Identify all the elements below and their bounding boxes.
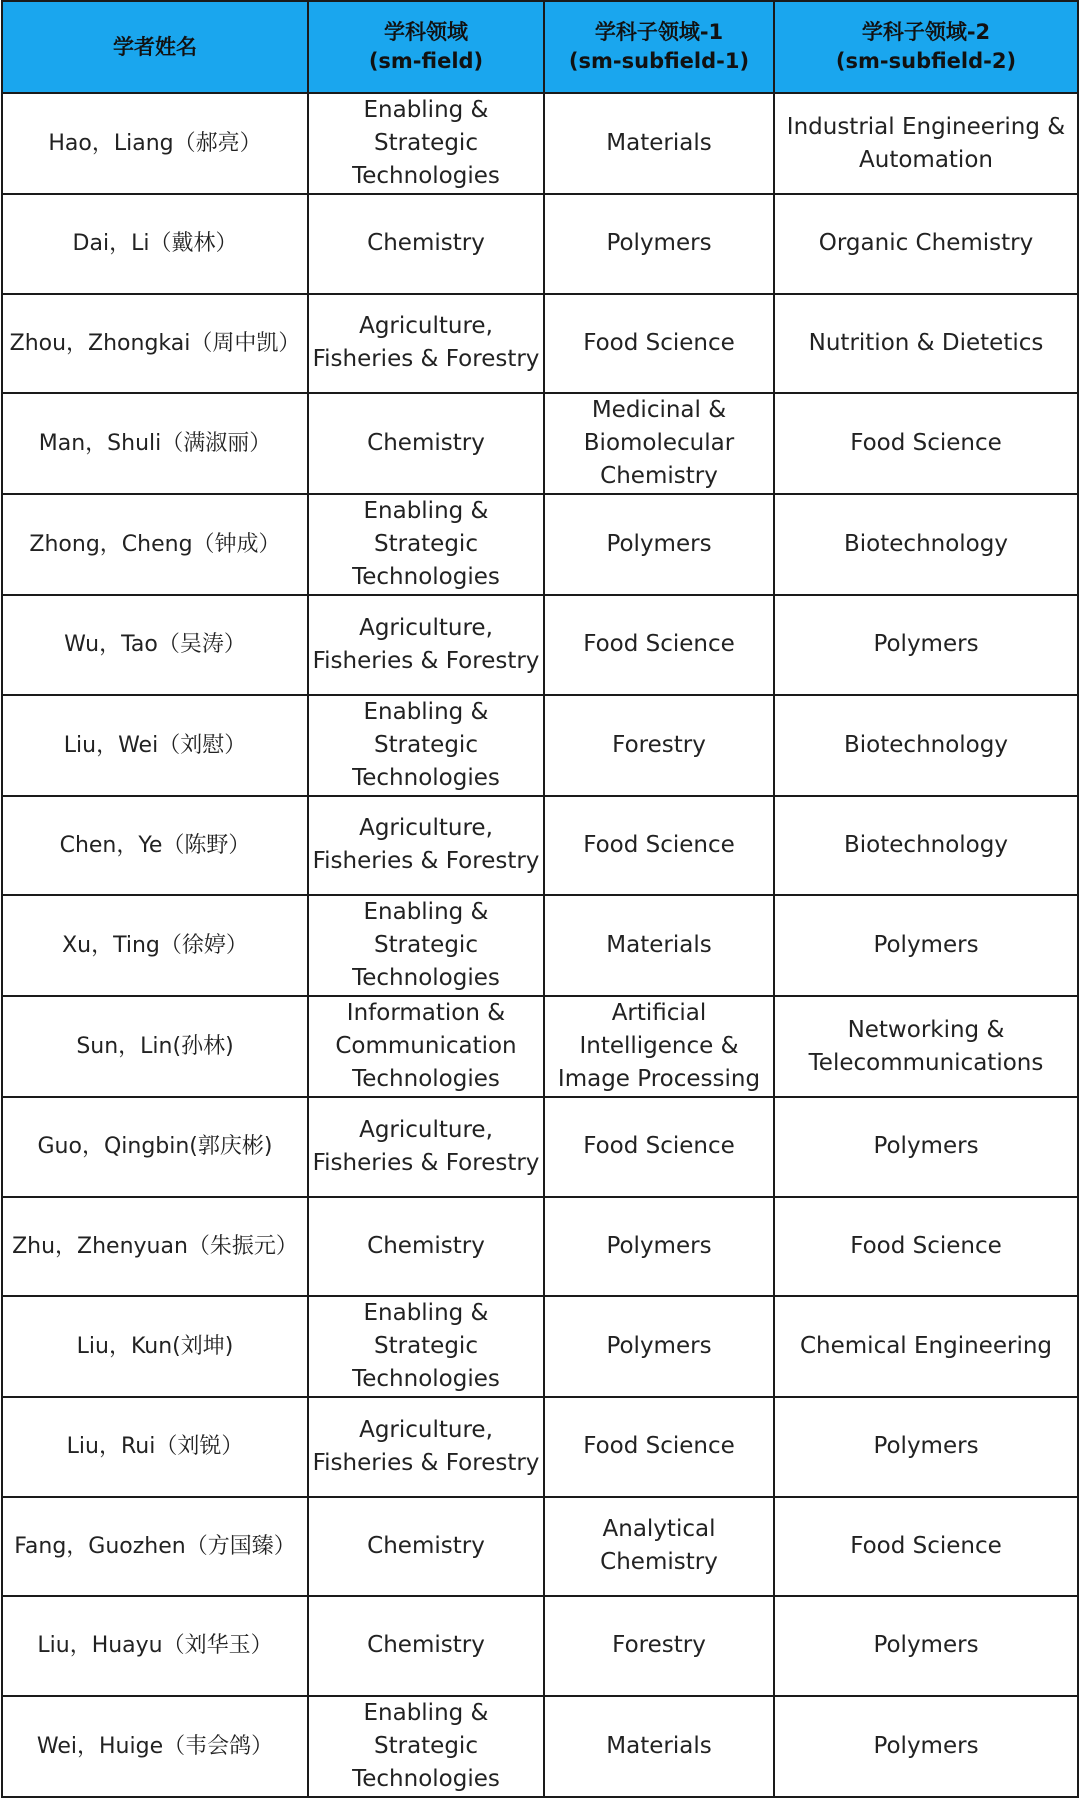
cell-text-line: Zhu，Zhenyuan（朱振元） (12, 1233, 298, 1259)
header-row (2, 1, 1078, 93)
subfield-1-cell (544, 996, 774, 1097)
cell-text-line: Liu，Kun(刘坤) (76, 1334, 234, 1359)
cell-text-line: Chemical Engineering (799, 1333, 1053, 1359)
table-body (2, 93, 1078, 1797)
cell-text-line: Enabling & Strategic (363, 1300, 489, 1359)
field-cell (308, 194, 544, 294)
cell-text-line: Agriculture, (359, 1116, 493, 1143)
subfield-1-cell (544, 895, 774, 996)
table-row (2, 494, 1078, 595)
subfield-2-cell (774, 1497, 1078, 1597)
cell-text-line: Guo，Qingbin(郭庆彬) (37, 1134, 273, 1160)
table-row (2, 796, 1078, 896)
subfield-2-cell (774, 494, 1078, 595)
cell-text-line: Analytical (602, 1516, 716, 1543)
subfield-2-cell (774, 1397, 1078, 1497)
subfield-2-cell (774, 796, 1078, 896)
cell-text-line: 学科子领域-2 (861, 20, 991, 44)
subfield-1-cell (544, 194, 774, 294)
cell-text-line: Polymers (873, 1632, 979, 1659)
scholar-name-cell (2, 194, 308, 294)
field-cell (308, 1397, 544, 1497)
cell-text-line: Food Science (850, 1232, 1002, 1259)
cell-text-line: Chemistry (367, 430, 485, 456)
cell-text-line: Chemistry (367, 1632, 485, 1659)
cell-text-line: Agriculture, (359, 614, 493, 641)
field-cell (308, 796, 544, 896)
cell-text-line: Food Science (850, 1532, 1002, 1559)
subfield-1-cell (544, 1497, 774, 1597)
subfield-2-cell (774, 1696, 1078, 1797)
field-cell (308, 93, 544, 194)
scholar-name-cell (2, 895, 308, 996)
scholar-name-cell (2, 1497, 308, 1597)
cell-text-line: Technologies (352, 965, 500, 991)
subfield-1-cell (544, 1397, 774, 1497)
cell-text-line: Polymers (873, 932, 979, 958)
cell-text-line: Biotechnology (844, 531, 1008, 557)
scholar-field-table (1, 0, 1079, 1798)
cell-text-line: Communication (335, 1033, 517, 1059)
cell-text-line: Fisheries & Forestry (312, 647, 540, 674)
cell-text-line: Polymers (873, 1133, 979, 1160)
cell-text-line: Forestry (612, 731, 706, 758)
cell-text-line: Sun，Lin(孙林) (76, 1034, 234, 1059)
scholar-name-cell (2, 996, 308, 1097)
cell-text-line: Chemistry (367, 1532, 485, 1559)
field-cell (308, 996, 544, 1097)
cell-text-line: Chemistry (600, 1549, 718, 1576)
cell-text-line: Automation (859, 146, 993, 173)
scholar-name-cell (2, 1397, 308, 1497)
subfield-2-cell (774, 895, 1078, 996)
field-cell (308, 595, 544, 695)
subfield-1-cell (544, 393, 774, 494)
subfield-1-cell (544, 294, 774, 394)
scholar-name-cell (2, 595, 308, 695)
table-row (2, 895, 1078, 996)
cell-text-line: Wei，Huige（韦会鸽） (36, 1733, 274, 1759)
cell-text-line: 学科领域 (384, 20, 468, 44)
subfield-1-cell (544, 796, 774, 896)
cell-text-line: Telecommunications (808, 1049, 1044, 1076)
cell-text-line: Polymers (873, 631, 979, 658)
cell-text-line: Hao，Liang（郝亮） (48, 131, 262, 156)
field-cell (308, 895, 544, 996)
cell-text-line: 学者姓名 (113, 34, 197, 59)
cell-text-line: Fisheries & Forestry (312, 1449, 540, 1476)
field-cell (308, 494, 544, 595)
subfield-2-cell (774, 1097, 1078, 1197)
cell-text-line: Technologies (352, 1765, 500, 1792)
table-row (2, 1397, 1078, 1497)
cell-text-line: Agriculture, (359, 815, 493, 842)
table-row (2, 393, 1078, 494)
cell-text-line: Chen，Ye（陈野） (59, 832, 251, 858)
subfield-2-cell (774, 194, 1078, 294)
scholar-name-cell (2, 695, 308, 796)
cell-text-line: (sm-subfield-1) (568, 49, 750, 73)
cell-text-line: Enabling & Strategic (363, 498, 489, 557)
scholar-name-cell (2, 796, 308, 896)
field-cell (308, 1097, 544, 1197)
cell-text-line: Food Science (583, 631, 735, 658)
table-row (2, 1197, 1078, 1297)
subfield-1-cell (544, 1197, 774, 1297)
cell-text-line: Fisheries & Forestry (312, 346, 540, 373)
cell-text-line: Agriculture, (359, 313, 493, 340)
cell-text-line: Chemistry (367, 230, 485, 257)
cell-text-line: Information & (346, 1000, 506, 1026)
field-cell (308, 1296, 544, 1397)
subfield-2-cell (774, 93, 1078, 194)
cell-text-line: Enabling & Strategic (363, 899, 489, 958)
cell-text-line: Liu，Huayu（刘华玉） (37, 1633, 273, 1659)
subfield-2-cell (774, 996, 1078, 1097)
cell-text-line: Wu，Tao（吴涛） (64, 632, 246, 658)
cell-text-line: Biotechnology (844, 731, 1008, 758)
cell-text-line: Biotechnology (844, 831, 1008, 858)
subfield-2-cell (774, 595, 1078, 695)
field-cell (308, 1596, 544, 1696)
table-row (2, 1296, 1078, 1397)
field-cell (308, 393, 544, 494)
subfield-2-cell (774, 695, 1078, 796)
cell-text-line: Liu，Rui（刘锐） (66, 1434, 244, 1460)
table-row (2, 996, 1078, 1097)
cell-text-line: Enabling & Strategic (363, 698, 489, 758)
cell-text-line: Enabling & Strategic (363, 1699, 489, 1759)
cell-text-line: Materials (606, 1732, 712, 1759)
scholar-table-container (1, 0, 1077, 1798)
cell-text-line: Nutrition & Dietetics (808, 329, 1044, 356)
cell-text-line: Networking & (847, 1016, 1005, 1043)
cell-text-line: Chemistry (600, 463, 718, 489)
header-field (308, 1, 544, 93)
field-cell (308, 294, 544, 394)
cell-text-line: Dai，Li（戴林） (72, 231, 238, 257)
subfield-1-cell (544, 1696, 774, 1797)
cell-text-line: Polymers (606, 230, 712, 257)
cell-text-line: Polymers (873, 1433, 979, 1460)
subfield-2-cell (774, 393, 1078, 494)
subfield-2-cell (774, 294, 1078, 394)
field-cell (308, 1696, 544, 1797)
subfield-2-cell (774, 1197, 1078, 1297)
table-row (2, 1097, 1078, 1197)
cell-text-line: Image Processing (557, 1066, 761, 1092)
subfield-1-cell (544, 1296, 774, 1397)
field-cell (308, 1497, 544, 1597)
cell-text-line: (sm-subfield-2) (835, 49, 1017, 73)
cell-text-line: Organic Chemistry (818, 230, 1034, 257)
cell-text-line: Polymers (873, 1732, 979, 1759)
table-row (2, 93, 1078, 194)
cell-text-line: Food Science (583, 1133, 735, 1160)
cell-text-line: Technologies (352, 564, 500, 590)
cell-text-line: Zhong，Cheng（钟成） (29, 532, 281, 557)
cell-text-line: Materials (606, 130, 712, 156)
field-cell (308, 695, 544, 796)
cell-text-line: Polymers (606, 531, 712, 557)
cell-text-line: (sm-field) (368, 49, 484, 73)
subfield-1-cell (544, 695, 774, 796)
scholar-name-cell (2, 294, 308, 394)
scholar-name-cell (2, 1097, 308, 1197)
header-subfield-2 (774, 1, 1078, 93)
cell-text-line: Biomolecular (583, 430, 735, 456)
scholar-name-cell (2, 1197, 308, 1297)
header-scholar-name (2, 1, 308, 93)
scholar-name-cell (2, 393, 308, 494)
scholar-name-cell (2, 1596, 308, 1696)
subfield-1-cell (544, 595, 774, 695)
cell-text-line: Technologies (352, 163, 500, 189)
cell-text-line: Xu，Ting（徐婷） (62, 933, 248, 958)
table-row (2, 1696, 1078, 1797)
table-row (2, 294, 1078, 394)
cell-text-line: Polymers (606, 1333, 712, 1359)
cell-text-line: Polymers (606, 1232, 712, 1259)
table-row (2, 695, 1078, 796)
subfield-1-cell (544, 93, 774, 194)
cell-text-line: Enabling & Strategic (363, 97, 489, 156)
cell-text-line: 学科子领域-1 (594, 20, 724, 44)
subfield-1-cell (544, 494, 774, 595)
cell-text-line: Forestry (612, 1632, 706, 1659)
cell-text-line: Chemistry (367, 1232, 485, 1259)
cell-text-line: Food Science (850, 430, 1002, 456)
cell-text-line: Fisheries & Forestry (312, 1149, 540, 1176)
subfield-1-cell (544, 1596, 774, 1696)
subfield-1-cell (544, 1097, 774, 1197)
cell-text-line: Fisheries & Forestry (312, 848, 540, 875)
cell-text-line: Food Science (583, 1433, 735, 1460)
cell-text-line: Technologies (352, 1066, 500, 1092)
cell-text-line: Agriculture, (359, 1416, 493, 1443)
cell-text-line: Food Science (583, 329, 735, 356)
table-row (2, 595, 1078, 695)
cell-text-line: Medicinal & (591, 397, 727, 423)
subfield-2-cell (774, 1296, 1078, 1397)
cell-text-line: Technologies (352, 764, 500, 791)
scholar-name-cell (2, 1696, 308, 1797)
scholar-name-cell (2, 93, 308, 194)
cell-text-line: Artificial (611, 1000, 707, 1026)
cell-text-line: Technologies (352, 1366, 500, 1392)
scholar-name-cell (2, 494, 308, 595)
table-row (2, 194, 1078, 294)
cell-text-line: Food Science (583, 831, 735, 858)
table-row (2, 1596, 1078, 1696)
scholar-name-cell (2, 1296, 308, 1397)
cell-text-line: Fang，Guozhen（方国臻） (14, 1533, 296, 1559)
cell-text-line: Intelligence & (579, 1033, 739, 1059)
cell-text-line: Man，Shuli（满淑丽） (38, 431, 272, 456)
header-subfield-1 (544, 1, 774, 93)
cell-text-line: Industrial Engineering & (786, 113, 1066, 140)
cell-text-line: Liu，Wei（刘慰） (63, 732, 247, 758)
cell-text-line: Zhou，Zhongkai（周中凯） (9, 330, 301, 356)
table-row (2, 1497, 1078, 1597)
cell-text-line: Materials (606, 932, 712, 958)
subfield-2-cell (774, 1596, 1078, 1696)
field-cell (308, 1197, 544, 1297)
